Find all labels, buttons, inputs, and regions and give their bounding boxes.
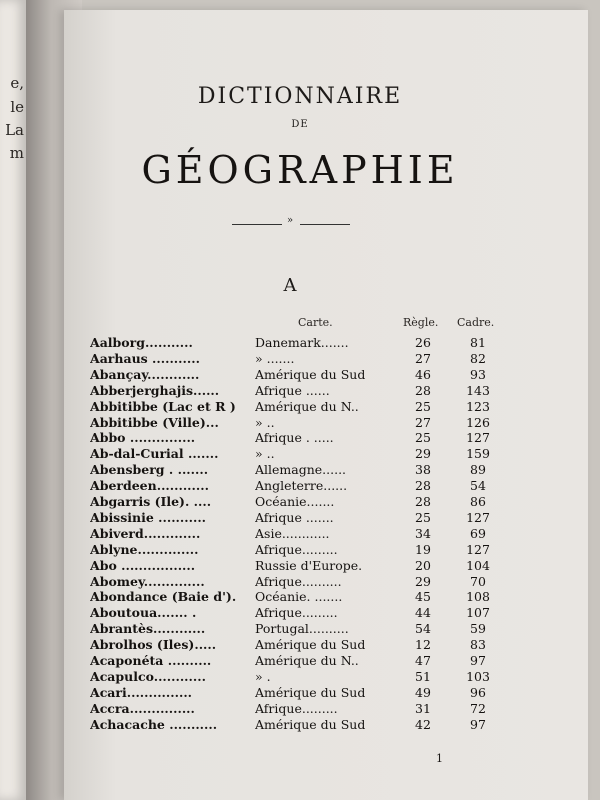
entry-cadre: 127 (466, 430, 490, 446)
entry-name: Abomey.............. (90, 573, 205, 589)
entry-regle: 46 (415, 366, 431, 382)
entry-cadre: 93 (470, 366, 486, 382)
entry-name: Aboutoua....... . (90, 605, 197, 621)
entry-row (90, 367, 510, 383)
entry-name: Abgarris (Ile). .... (90, 494, 212, 509)
entry-carte: Afrique ...... (255, 382, 330, 398)
entry-cadre: 81 (470, 335, 486, 350)
column-header-regle: Règle. (403, 316, 439, 329)
page-number: 1 (436, 752, 443, 765)
entry-name: Acaponéta .......... (90, 653, 212, 668)
entry-row (90, 574, 510, 590)
entry-name: Abondance (Baie d'). (90, 589, 237, 605)
entry-regle: 12 (415, 637, 431, 653)
entry-carte: Russie d'Europe. (255, 557, 363, 573)
entry-row (90, 510, 510, 526)
entry-cadre: 126 (466, 414, 490, 430)
entry-cadre: 103 (466, 668, 490, 684)
entry-regle: 25 (415, 398, 431, 414)
entry-carte: Océanie. ....... (255, 589, 343, 605)
title-de: DE (291, 119, 309, 130)
entry-regle: 26 (415, 335, 431, 350)
column-header-carte: Carte. (298, 316, 333, 329)
entry-cadre: 86 (470, 494, 486, 509)
entry-regle: 51 (415, 668, 431, 684)
facing-page-fragment: m (9, 144, 24, 162)
entry-cadre: 123 (466, 398, 490, 414)
title-geographie: GÉOGRAPHIE (141, 148, 459, 192)
entry-name: Abrantès............ (90, 621, 206, 637)
entry-name: Abberjerghajis...... (90, 382, 220, 398)
entry-regle: 27 (415, 350, 431, 366)
entry-carte: Afrique......... (255, 605, 338, 621)
entry-name: Abo ................. (90, 557, 196, 573)
entry-carte: Afrique.......... (255, 573, 342, 589)
entry-regle: 19 (415, 541, 431, 557)
entry-row (90, 558, 510, 574)
entry-carte: » .. (255, 446, 275, 462)
entry-carte: Amérique du Sud (255, 684, 366, 700)
entry-name: Abiverd............. (90, 525, 201, 541)
entry-name: Achacache ........... (90, 716, 218, 732)
entry-row (90, 717, 510, 733)
entry-row (90, 383, 510, 399)
entry-name: Aalborg........... (90, 335, 193, 350)
entry-cadre: 59 (470, 621, 486, 637)
entry-regle: 29 (415, 573, 431, 589)
entry-row (90, 494, 510, 510)
column-header-cadre: Cadre. (457, 316, 495, 329)
entry-regle: 28 (415, 478, 431, 494)
entry-row (90, 542, 510, 558)
entry-row (90, 653, 510, 669)
entry-regle: 49 (415, 684, 431, 700)
entry-name: Accra............... (90, 700, 195, 716)
entry-regle: 27 (415, 414, 431, 430)
entry-carte: Amérique du Sud (255, 366, 366, 382)
entry-carte: Afrique......... (255, 541, 338, 557)
entry-regle: 25 (415, 509, 431, 525)
entry-name: Acari............... (90, 684, 193, 700)
entry-cadre: 96 (470, 684, 486, 700)
entry-cadre: 82 (470, 350, 486, 366)
entry-row (90, 335, 510, 351)
ornament-mark: » (287, 215, 294, 226)
entry-regle: 25 (415, 430, 431, 446)
entry-name: Abrolhos (Iles)..... (90, 637, 217, 653)
entry-regle: 29 (415, 446, 431, 462)
entry-name: Aarhaus ........... (90, 350, 200, 366)
entry-carte: Amérique du Sud (255, 716, 366, 732)
facing-page-fragment: le (10, 98, 24, 116)
entry-name: Abançay............ (90, 366, 200, 382)
entry-carte: Amérique du N.. (255, 653, 359, 668)
entry-cadre: 127 (466, 541, 490, 557)
entry-regle: 54 (415, 621, 431, 637)
entry-cadre: 104 (466, 557, 490, 573)
entry-cadre: 89 (470, 462, 486, 478)
entry-name: Acapulco............ (90, 668, 206, 684)
entry-row (90, 478, 510, 494)
entry-carte: » ....... (255, 350, 295, 366)
entry-cadre: 159 (466, 446, 490, 462)
ornament-rule-right (300, 224, 350, 225)
entry-name: Abensberg . ....... (90, 462, 209, 478)
entry-carte: Afrique......... (255, 700, 338, 716)
entry-row (90, 399, 510, 415)
entry-row (90, 430, 510, 446)
entry-regle: 20 (415, 557, 431, 573)
title-dictionnaire: DICTIONNAIRE (197, 84, 403, 109)
entry-regle: 31 (415, 700, 431, 716)
entry-row (90, 605, 510, 621)
entry-row (90, 462, 510, 478)
entry-carte: Portugal.......... (255, 621, 349, 637)
entry-regle: 28 (415, 382, 431, 398)
entry-name: Ablyne.............. (90, 541, 199, 557)
entry-cadre: 54 (470, 478, 486, 494)
entry-name: Abbo ............... (90, 430, 196, 446)
entry-cadre: 70 (470, 573, 486, 589)
entry-name: Abbitibbe (Lac et R ) (90, 398, 236, 414)
entry-cadre: 107 (466, 605, 490, 621)
entry-cadre: 143 (466, 382, 490, 398)
entry-name: Abissinie ........... (90, 509, 207, 525)
entry-row (90, 701, 510, 717)
entry-cadre: 97 (470, 716, 486, 732)
entry-carte: Asie............ (255, 525, 330, 541)
entry-row (90, 685, 510, 701)
entry-row (90, 415, 510, 431)
entry-regle: 44 (415, 605, 431, 621)
entry-name: Ab-dal-Curial ....... (90, 446, 219, 462)
entry-carte: » . (255, 668, 271, 684)
section-letter: A (283, 275, 297, 296)
entry-carte: Danemark....... (255, 335, 349, 350)
entry-cadre: 69 (470, 525, 486, 541)
ornament-rule-left (232, 224, 282, 225)
entry-carte: Angleterre...... (255, 478, 348, 494)
entry-row (90, 351, 510, 367)
entry-name: Abbitibbe (Ville)... (90, 414, 219, 430)
entry-row (90, 637, 510, 653)
entry-carte: » .. (255, 414, 275, 430)
entry-regle: 38 (415, 462, 431, 478)
entry-name: Aberdeen............ (90, 478, 209, 494)
entry-carte: Afrique . ..... (255, 430, 334, 446)
entry-cadre: 108 (466, 589, 490, 605)
entry-regle: 42 (415, 716, 431, 732)
entry-row (90, 526, 510, 542)
entry-regle: 45 (415, 589, 431, 605)
entry-cadre: 127 (466, 509, 490, 525)
entry-carte: Afrique ....... (255, 509, 334, 525)
entry-row (90, 446, 510, 462)
entry-row (90, 621, 510, 637)
entry-carte: Océanie....... (255, 494, 335, 509)
facing-page-fragment: e, (10, 74, 24, 92)
entry-regle: 34 (415, 525, 431, 541)
entry-regle: 28 (415, 494, 431, 509)
entry-carte: Amérique du N.. (255, 398, 359, 414)
entry-carte: Allemagne...... (255, 462, 347, 478)
entry-row (90, 669, 510, 685)
entry-regle: 47 (415, 653, 431, 668)
entry-cadre: 97 (470, 653, 486, 668)
entry-row (90, 589, 510, 605)
entry-cadre: 72 (470, 700, 486, 716)
entry-cadre: 83 (470, 637, 486, 653)
facing-page-fragment: La (5, 121, 24, 139)
entry-carte: Amérique du Sud (255, 637, 366, 653)
